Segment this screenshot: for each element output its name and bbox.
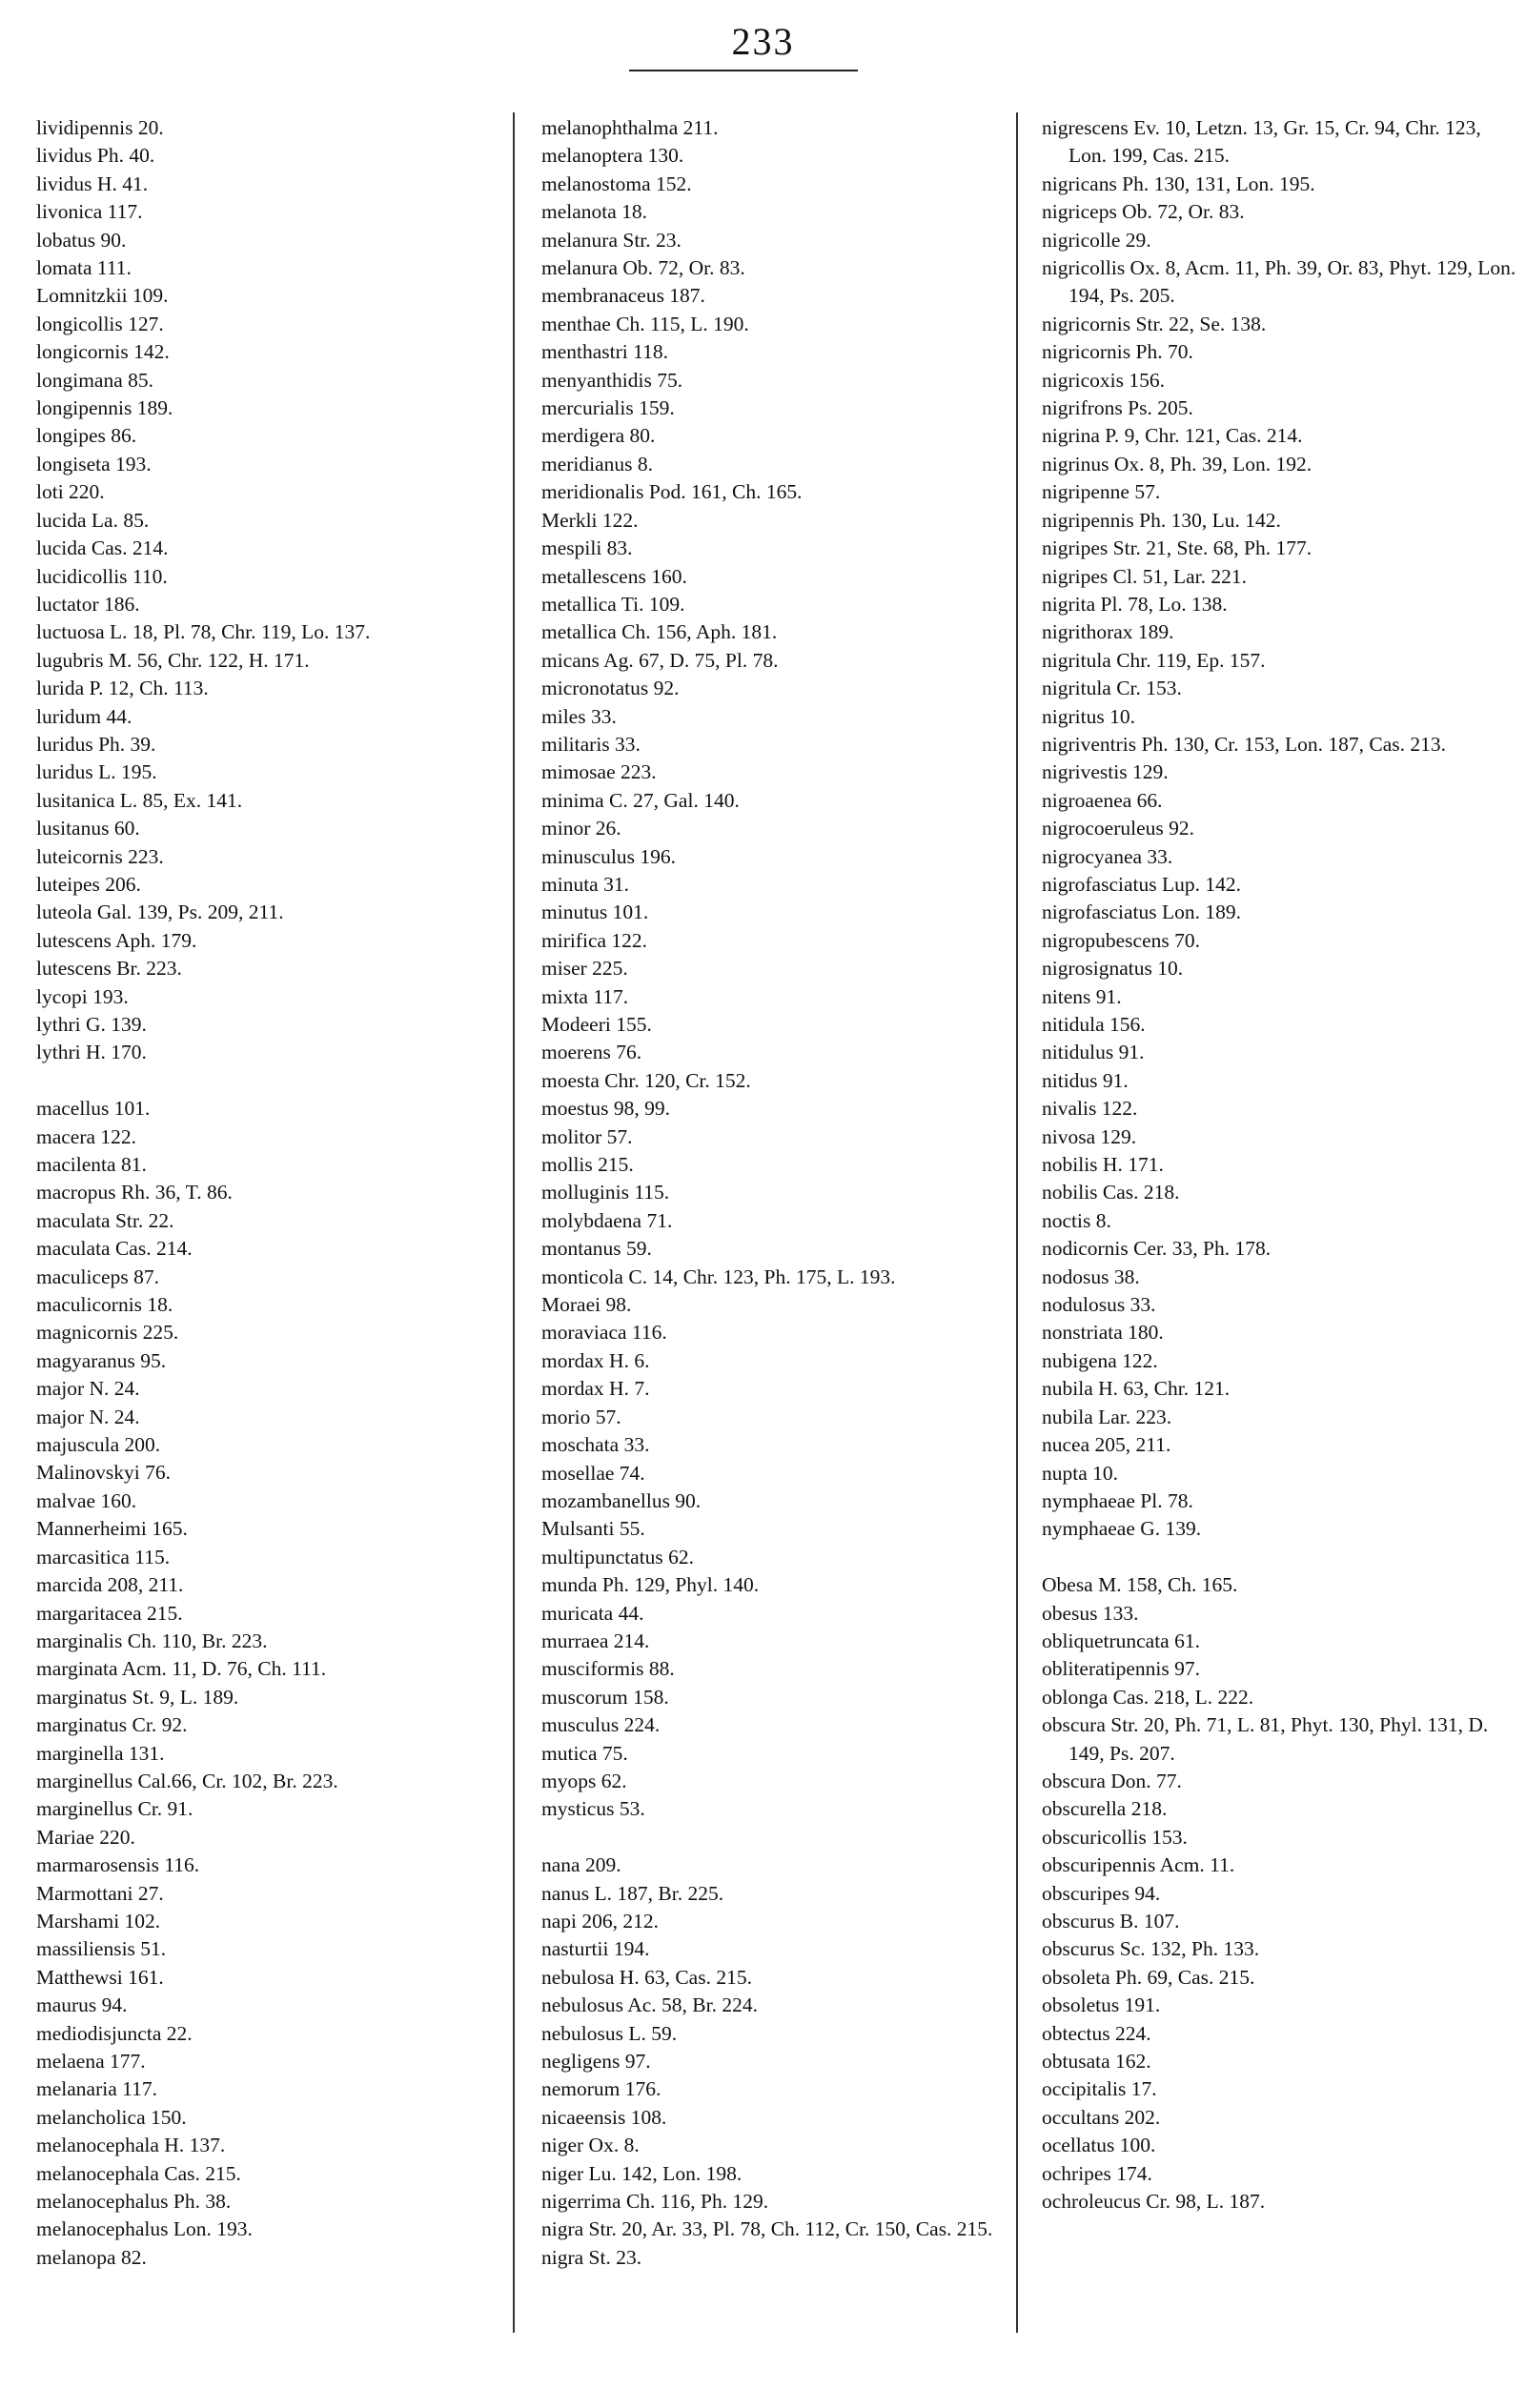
index-entry: Obesa M. 158, Ch. 165. [1042,1573,1238,1597]
index-entry: marginatus St. 9, L. 189. [36,1685,239,1709]
index-entry: nigricolle 29. [1042,228,1151,252]
index-entry: obsoletus 191. [1042,1993,1161,2017]
index-entry: macropus Rh. 36, T. 86. [36,1181,233,1204]
index-entry: melanocephalus Ph. 38. [36,2190,232,2214]
index-entry: nigropubescens 70. [1042,928,1200,952]
index-entry: Mariae 220. [36,1825,135,1849]
index-entry: moraviaca 116. [541,1321,667,1345]
index-entry: metallica Ti. 109. [541,592,685,616]
index-entry: nebulosus Ac. 58, Br. 224. [541,1993,758,2017]
index-entry: mirifica 122. [541,928,648,952]
index-entry: obscuripennis Acm. 11. [1042,1853,1235,1877]
index-entry: musculus 224. [541,1713,661,1737]
index-entry: nanus L. 187, Br. 225. [541,1881,724,1905]
index-entry: mespili 83. [541,536,633,560]
index-entry: melaena 177. [36,2050,146,2074]
index-entry: obtusata 162. [1042,2050,1151,2074]
index-entry: melanaria 117. [36,2077,157,2101]
index-entry: occipitalis 17. [1042,2077,1157,2101]
index-entry: Moraei 98. [541,1293,632,1317]
index-entry: lividipennis 20. [36,116,164,139]
index-entry: mixta 117. [541,984,629,1008]
index-entry: mordax H. 6. [541,1348,650,1372]
index-entry: mediodisjuncta 22. [36,2021,193,2045]
index-entry: Lomnitzkii 109. [36,284,169,308]
index-entry: obscurus B. 107. [1042,1909,1180,1932]
index-entry: niger Lu. 142, Lon. 198. [541,2161,743,2185]
index-entry: nodicornis Cer. 33, Ph. 178. [1042,1237,1272,1261]
index-entry: nigriventris Ph. 130, Cr. 153, Lon. 187, Cas. 213. [1042,732,1447,756]
column-divider-1 [513,112,515,2333]
index-entry: obtectus 224. [1042,2021,1151,2045]
index-entry: mollis 215. [541,1153,634,1177]
index-entry: mimosae 223. [541,760,657,784]
index-entry: minor 26. [541,817,621,840]
index-entry: nodulosus 33. [1042,1293,1156,1317]
index-entry: majuscula 200. [36,1433,161,1457]
index-entry: luctuosa L. 18, Pl. 78, Chr. 119, Lo. 137. [36,620,371,644]
index-entry: myops 62. [541,1769,627,1792]
index-entry: obesus 133. [1042,1601,1139,1625]
index-entry: molitor 57. [541,1124,633,1148]
index-entry: montanus 59. [541,1237,652,1261]
index-entry: Mulsanti 55. [541,1517,645,1541]
index-entry: mozambanellus 90. [541,1488,702,1512]
index-entry: militaris 33. [541,732,641,756]
index-entry: menthae Ch. 115, L. 190. [541,312,749,335]
index-entry: nigricollis Ox. 8, Acm. 11, Ph. 39, Or. 83, Phyt. 129, Lon. 194, Ps. 205. [1042,256,1516,308]
index-entry: luteicornis 223. [36,844,164,868]
index-entry: nubila H. 63, Chr. 121. [1042,1377,1231,1401]
index-entry: nebulosa H. 63, Cas. 215. [541,1965,752,1989]
index-entry: nigrivestis 129. [1042,760,1169,784]
index-entry: mutica 75. [541,1741,628,1765]
index-entry: murraea 214. [541,1629,650,1652]
index-entry: ocellatus 100. [1042,2134,1156,2157]
index-entry: membranaceus 187. [541,284,705,308]
index-entry: nebulosus L. 59. [541,2021,678,2045]
index-entry: moesta Chr. 120, Cr. 152. [541,1068,751,1092]
index-entry: magyaranus 95. [36,1348,167,1372]
index-entry: miser 225. [541,957,628,981]
index-entry: melanocephalus Lon. 193. [36,2217,253,2241]
index-entry: lomata 111. [36,256,132,280]
section-gap [1042,1544,1518,1571]
index-entry: nivalis 122. [1042,1097,1138,1121]
index-entry: marginellus Cal.66, Cr. 102, Br. 223. [36,1769,338,1792]
index-entry: longimana 85. [36,368,154,392]
index-entry: luridum 44. [36,704,132,728]
index-entry: nitidulus 91. [1042,1041,1145,1064]
index-entry: obscura Str. 20, Ph. 71, L. 81, Phyt. 130, Phyl. 131, D. 149, Ps. 207. [1042,1713,1489,1765]
index-entry: nubila Lar. 223. [1042,1405,1172,1428]
index-entry: moerens 76. [541,1041,642,1064]
index-entry: lusitanica L. 85, Ex. 141. [36,788,243,812]
index-entry: melanura Str. 23. [541,228,682,252]
index-entry: lucidicollis 110. [36,564,168,588]
index-entry: nigroaenea 66. [1042,788,1163,812]
index-entry: maculicornis 18. [36,1293,173,1317]
index-entry: Marmottani 27. [36,1881,164,1905]
index-entry: malvae 160. [36,1488,137,1512]
index-entry: nigrofasciatus Lup. 142. [1042,872,1241,896]
index-entry: lutescens Aph. 179. [36,928,197,952]
index-entry: meridianus 8. [541,452,654,476]
index-entry: marginalis Ch. 110, Br. 223. [36,1629,268,1652]
index-entry: napi 206, 212. [541,1909,660,1932]
index-entry: Modeeri 155. [541,1013,652,1036]
index-entry: obliquetruncata 61. [1042,1629,1200,1652]
index-column-2 [541,114,1018,2272]
index-entry: moestus 98, 99. [541,1097,670,1121]
index-entry: marginellus Cr. 91. [36,1797,193,1821]
index-entry: nigricornis Str. 22, Se. 138. [1042,312,1267,335]
index-entry: nobilis H. 171. [1042,1153,1164,1177]
index-entry: melanocephala H. 137. [36,2134,226,2157]
section-gap [36,1067,503,1095]
index-entry: melanocephala Cas. 215. [36,2161,241,2185]
index-entry: meridionalis Pod. 161, Ch. 165. [541,480,803,504]
index-entry: musciformis 88. [541,1657,675,1681]
index-entry: nigrofasciatus Lon. 189. [1042,900,1241,924]
index-entry: major N. 24. [36,1405,140,1428]
index-entry: nigricans Ph. 130, 131, Lon. 195. [1042,172,1315,195]
section-gap [541,1824,1018,1852]
index-entry: luridus L. 195. [36,760,157,784]
index-entry: marginatus Cr. 92. [36,1713,188,1737]
index-entry: marcida 208, 211. [36,1573,184,1597]
index-entry: nivosa 129. [1042,1124,1137,1148]
index-entry: merdigera 80. [541,424,656,448]
index-entry: marginata Acm. 11, D. 76, Ch. 111. [36,1657,327,1681]
index-entry: nigricornis Ph. 70. [1042,340,1193,364]
index-entry: nigritus 10. [1042,704,1135,728]
index-entry: nicaeensis 108. [541,2105,667,2129]
index-entry: luteipes 206. [36,872,141,896]
index-entry: mordax H. 7. [541,1377,650,1401]
index-entry: niger Ox. 8. [541,2134,640,2157]
index-entry: lucida La. 85. [36,508,150,532]
index-entry: macilenta 81. [36,1153,147,1177]
index-entry: menthastri 118. [541,340,668,364]
index-entry: melanoptera 130. [541,144,684,168]
index-entry: muricata 44. [541,1601,644,1625]
index-entry: mosellae 74. [541,1461,645,1485]
index-entry: longipennis 189. [36,396,173,420]
index-entry: obscuricollis 153. [1042,1825,1188,1849]
index-entry: obscuripes 94. [1042,1881,1161,1905]
index-entry: nonstriata 180. [1042,1321,1164,1345]
index-entry: nupta 10. [1042,1461,1119,1485]
index-entry: lividus H. 41. [36,172,149,195]
index-entry: multipunctatus 62. [541,1545,695,1568]
index-entry: nasturtii 194. [541,1937,650,1961]
index-entry: mercurialis 159. [541,396,675,420]
index-entry: lucida Cas. 214. [36,536,169,560]
index-entry: maculata Str. 22. [36,1208,174,1232]
index-entry: minuta 31. [541,872,629,896]
index-entry: macellus 101. [36,1097,151,1121]
index-entry: moschata 33. [541,1433,650,1457]
index-column-3 [1042,114,1518,2216]
index-entry: loti 220. [36,480,105,504]
page-number: 233 [731,20,795,63]
index-entry: nitidus 91. [1042,1068,1129,1092]
index-entry: nobilis Cas. 218. [1042,1181,1180,1204]
index-entry: Malinovskyi 76. [36,1461,171,1485]
index-entry: nymphaeae G. 139. [1042,1517,1202,1541]
index-entry: nitidula 156. [1042,1013,1146,1036]
index-entry: occultans 202. [1042,2105,1161,2129]
index-entry: nigritula Chr. 119, Ep. 157. [1042,648,1266,672]
index-entry: margaritacea 215. [36,1601,183,1625]
index-entry: nemorum 176. [541,2077,661,2101]
index-entry: Marshami 102. [36,1909,161,1932]
index-entry: nigripennis Ph. 130, Lu. 142. [1042,508,1281,532]
header-rule [629,70,858,71]
index-entry: nigerrima Ch. 116, Ph. 129. [541,2190,769,2214]
index-entry: nigrosignatus 10. [1042,957,1184,981]
index-entry: negligens 97. [541,2050,651,2074]
index-entry: nigra St. 23. [541,2245,642,2269]
index-entry: marginella 131. [36,1741,165,1765]
index-column-1 [36,114,503,2272]
index-entry: noctis 8. [1042,1208,1111,1232]
index-entry: obscurus Sc. 132, Ph. 133. [1042,1937,1260,1961]
index-entry: nigrocoeruleus 92. [1042,817,1195,840]
index-entry: maculata Cas. 214. [36,1237,193,1261]
index-entry: melanota 18. [541,200,648,224]
index-entry: minusculus 196. [541,844,676,868]
index-entry: melanostoma 152. [541,172,692,195]
index-entry: nigrita Pl. 78, Lo. 138. [1042,592,1228,616]
index-entry: macera 122. [36,1124,137,1148]
index-entry: nigriceps Ob. 72, Or. 83. [1042,200,1245,224]
index-entry: lusitanus 60. [36,817,140,840]
index-entry: nymphaeae Pl. 78. [1042,1488,1193,1512]
index-entry: lurida P. 12, Ch. 113. [36,677,209,700]
index-entry: nigripes Str. 21, Ste. 68, Ph. 177. [1042,536,1312,560]
index-entry: magnicornis 225. [36,1321,179,1345]
index-entry: metallica Ch. 156, Aph. 181. [541,620,778,644]
index-entry: molluginis 115. [541,1181,670,1204]
index-entry: minutus 101. [541,900,649,924]
index-entry: lobatus 90. [36,228,127,252]
index-entry: major N. 24. [36,1377,140,1401]
index-entry: longiseta 193. [36,452,152,476]
index-entry: muscorum 158. [541,1685,669,1709]
index-entry: marcasitica 115. [36,1545,171,1568]
index-entry: lugubris M. 56, Chr. 122, H. 171. [36,648,310,672]
index-entry: massiliensis 51. [36,1937,167,1961]
index-entry: nigrinus Ox. 8, Ph. 39, Lon. 192. [1042,452,1312,476]
index-entry: mysticus 53. [541,1797,645,1821]
index-entry: Matthewsi 161. [36,1965,164,1989]
index-entry: maurus 94. [36,1993,128,2017]
index-entry: livonica 117. [36,200,143,224]
index-entry: luridus Ph. 39. [36,732,156,756]
index-entry: lycopi 193. [36,984,129,1008]
index-entry: longicornis 142. [36,340,170,364]
index-entry: nucea 205, 211. [1042,1433,1171,1457]
index-entry: ochroleucus Cr. 98, L. 187. [1042,2190,1266,2214]
index-entry: metallescens 160. [541,564,687,588]
index-entry: nigrifrons Ps. 205. [1042,396,1193,420]
index-entry: munda Ph. 129, Phyl. 140. [541,1573,760,1597]
index-entry: lythri H. 170. [36,1041,147,1064]
index-entry: luteola Gal. 139, Ps. 209, 211. [36,900,284,924]
index-entry: nodosus 38. [1042,1265,1140,1288]
index-entry: nigrithorax 189. [1042,620,1174,644]
index-entry: melanopa 82. [36,2245,147,2269]
index-entry: oblonga Cas. 218, L. 222. [1042,1685,1254,1709]
index-entry: obliteratipennis 97. [1042,1657,1200,1681]
index-entry: nigripenne 57. [1042,480,1161,504]
index-entry: nigrocyanea 33. [1042,844,1173,868]
index-entry: longipes 86. [36,424,137,448]
index-entry: nana 209. [541,1853,621,1877]
index-entry: morio 57. [541,1405,621,1428]
index-entry: ochripes 174. [1042,2161,1152,2185]
index-entry: monticola C. 14, Chr. 123, Ph. 175, L. 193. [541,1265,896,1288]
index-entry: melanophthalma 211. [541,116,719,139]
index-entry: Merkli 122. [541,508,639,532]
index-entry: nigripes Cl. 51, Lar. 221. [1042,564,1247,588]
index-entry: nigritula Cr. 153. [1042,677,1182,700]
index-entry: nigrescens Ev. 10, Letzn. 13, Gr. 15, Cr. 94, Chr. 123, Lon. 199, Cas. 215. [1042,116,1481,168]
index-entry: micronotatus 92. [541,677,680,700]
index-entry: luctator 186. [36,592,140,616]
index-entry: minima C. 27, Gal. 140. [541,788,740,812]
index-entry: lythri G. 139. [36,1013,147,1036]
index-entry: micans Ag. 67, D. 75, Pl. 78. [541,648,779,672]
index-entry: melanura Ob. 72, Or. 83. [541,256,745,280]
index-entry: obscura Don. 77. [1042,1769,1182,1792]
index-entry: lividus Ph. 40. [36,144,155,168]
index-entry: nigra Str. 20, Ar. 33, Pl. 78, Ch. 112, Cr. 150, Cas. 215. [541,2217,993,2241]
index-entry: nigrina P. 9, Chr. 121, Cas. 214. [1042,424,1303,448]
index-entry: lutescens Br. 223. [36,957,182,981]
index-entry: obscurella 218. [1042,1797,1168,1821]
index-entry: menyanthidis 75. [541,368,683,392]
index-entry: molybdaena 71. [541,1208,673,1232]
column-divider-2 [1016,112,1018,2333]
index-entry: longicollis 127. [36,312,164,335]
index-entry: melancholica 150. [36,2105,187,2129]
index-entry: obsoleta Ph. 69, Cas. 215. [1042,1965,1255,1989]
index-entry: Mannerheimi 165. [36,1517,188,1541]
index-entry: maculiceps 87. [36,1265,159,1288]
index-entry: miles 33. [541,704,617,728]
index-entry: nigricoxis 156. [1042,368,1165,392]
index-entry: marmarosensis 116. [36,1853,200,1877]
index-entry: nubigena 122. [1042,1348,1158,1372]
index-entry: nitens 91. [1042,984,1122,1008]
